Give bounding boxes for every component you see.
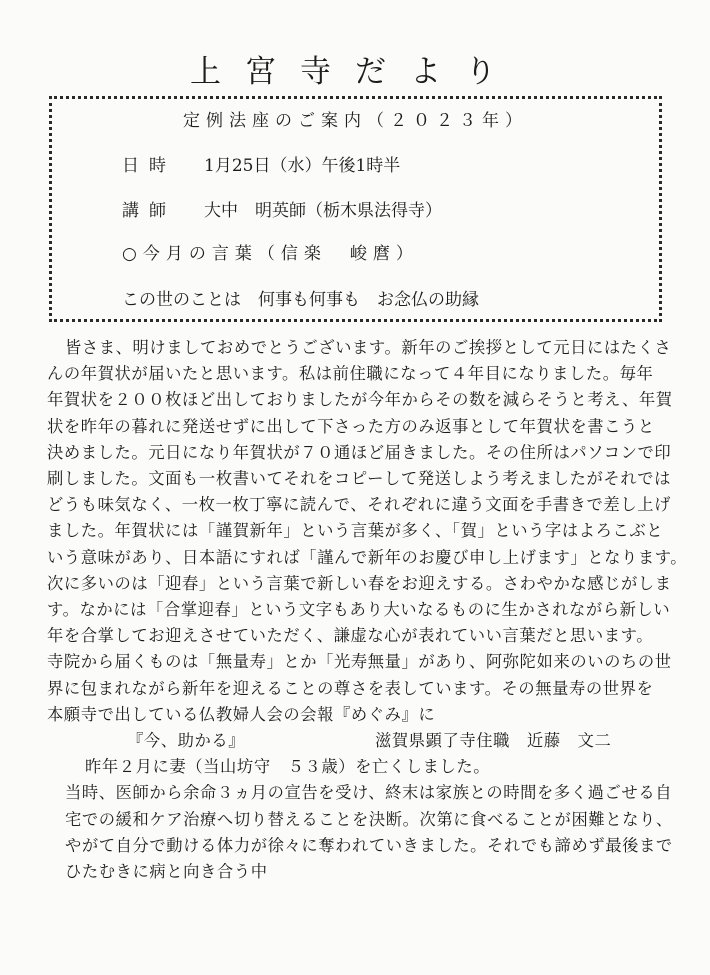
notice-heading: 定例法座のご案内（２０２３年） (183, 111, 528, 131)
dharma-notice-box (49, 96, 662, 322)
article-author: 滋賀県顕了寺住職 近藤 文二 (375, 731, 612, 751)
body-text (47, 335, 688, 885)
lecturer-value: 大中 明英師（栃木県法得寺） (204, 201, 442, 221)
article-line: 宅での緩和ケア治療へ切り替えることを決断。次第に食べることが困難となり、 (65, 809, 673, 829)
lecturer-line (122, 196, 442, 221)
body-line: 本願寺で出している仏教婦人会の会報『めぐみ』に (47, 704, 436, 724)
monthly-words-text: この世のことは 何事も何事も お念仏の助縁 (122, 290, 479, 310)
body-line: 状を昨年の暮れに発送せずに出して下さった方のみ返事として年賀状を書こうと (47, 416, 655, 436)
body-line: 次に多いのは「迎春」という言葉で新しい春をお迎えする。さわやかな感じがしま (47, 573, 672, 593)
lecturer-label: 講師 (122, 201, 176, 221)
body-line: どうも味気なく、一枚一枚丁寧に読んで、それぞれに違う文面を手書きで差し上げ (47, 495, 671, 515)
body-line: 皆さま、明けましておめでとうございます。新年のご挨拶として元日にはたくさ (65, 338, 672, 357)
date-line (122, 151, 400, 176)
body-line: 決めました。元日になり年賀状が７０通ほど届きました。その住所はパソコンで印 (47, 442, 672, 462)
article-line: ひたむきに病と向き合う中 (65, 862, 268, 882)
body-line: 年を合掌してお迎えさせていただく、謙虚な心が表れていい言葉だと思います。 (47, 626, 654, 646)
body-line: 刷しました。文面も一枚書いてそれをコピーして発送しよう考えましたがそれでは (47, 469, 671, 489)
article-line: やがて自分で動ける体力が徐々に奪われていきました。それでも諦めず最後まで (65, 835, 673, 855)
body-line: んの年賀状が届いたと思います。私は前住職になって４年目になりました。毎年 (47, 364, 654, 384)
monthly-words-label: ○今月の言葉（信楽 峻麿） (122, 244, 419, 264)
body-line: いう意味があり、日本語にすれば「謹んで新年のお慶び申し上げます」となります。 (47, 547, 688, 567)
body-line: 年賀状を２００枚ほど出しておりましたが今年からその数を減らそうと考え、年賀 (47, 390, 673, 410)
body-line: 界に包まれながら新年を迎えることの尊さを表しています。その無量寿の世界を (47, 678, 654, 698)
date-label: 日時 (122, 156, 176, 176)
article-line: 当時、医師から余命３ヵ月の宣告を受け、終末は家族との時間を多く過ごせる自 (65, 783, 673, 803)
article-title: 『今、助かる』 (127, 731, 246, 751)
article-line: 昨年２月に妻（当山坊守 ５３歳）を亡くしました。 (85, 757, 491, 777)
body-line: ました。年賀状には「謹賀新年」という言葉が多く、「賀」という字はよろこぶと (47, 521, 664, 541)
date-value: 1月25日（水）午後1時半 (204, 156, 401, 176)
body-line: す。なかには「合掌迎春」という文字もあり大いなるものに生かされながら新しい (47, 600, 671, 620)
newsletter-title: 上宮寺だより (190, 54, 520, 90)
body-line: 寺院から届くものは「無量寿」とか「光寿無量」があり、阿弥陀如来のいのちの世 (47, 652, 672, 672)
article-heading (47, 728, 677, 754)
